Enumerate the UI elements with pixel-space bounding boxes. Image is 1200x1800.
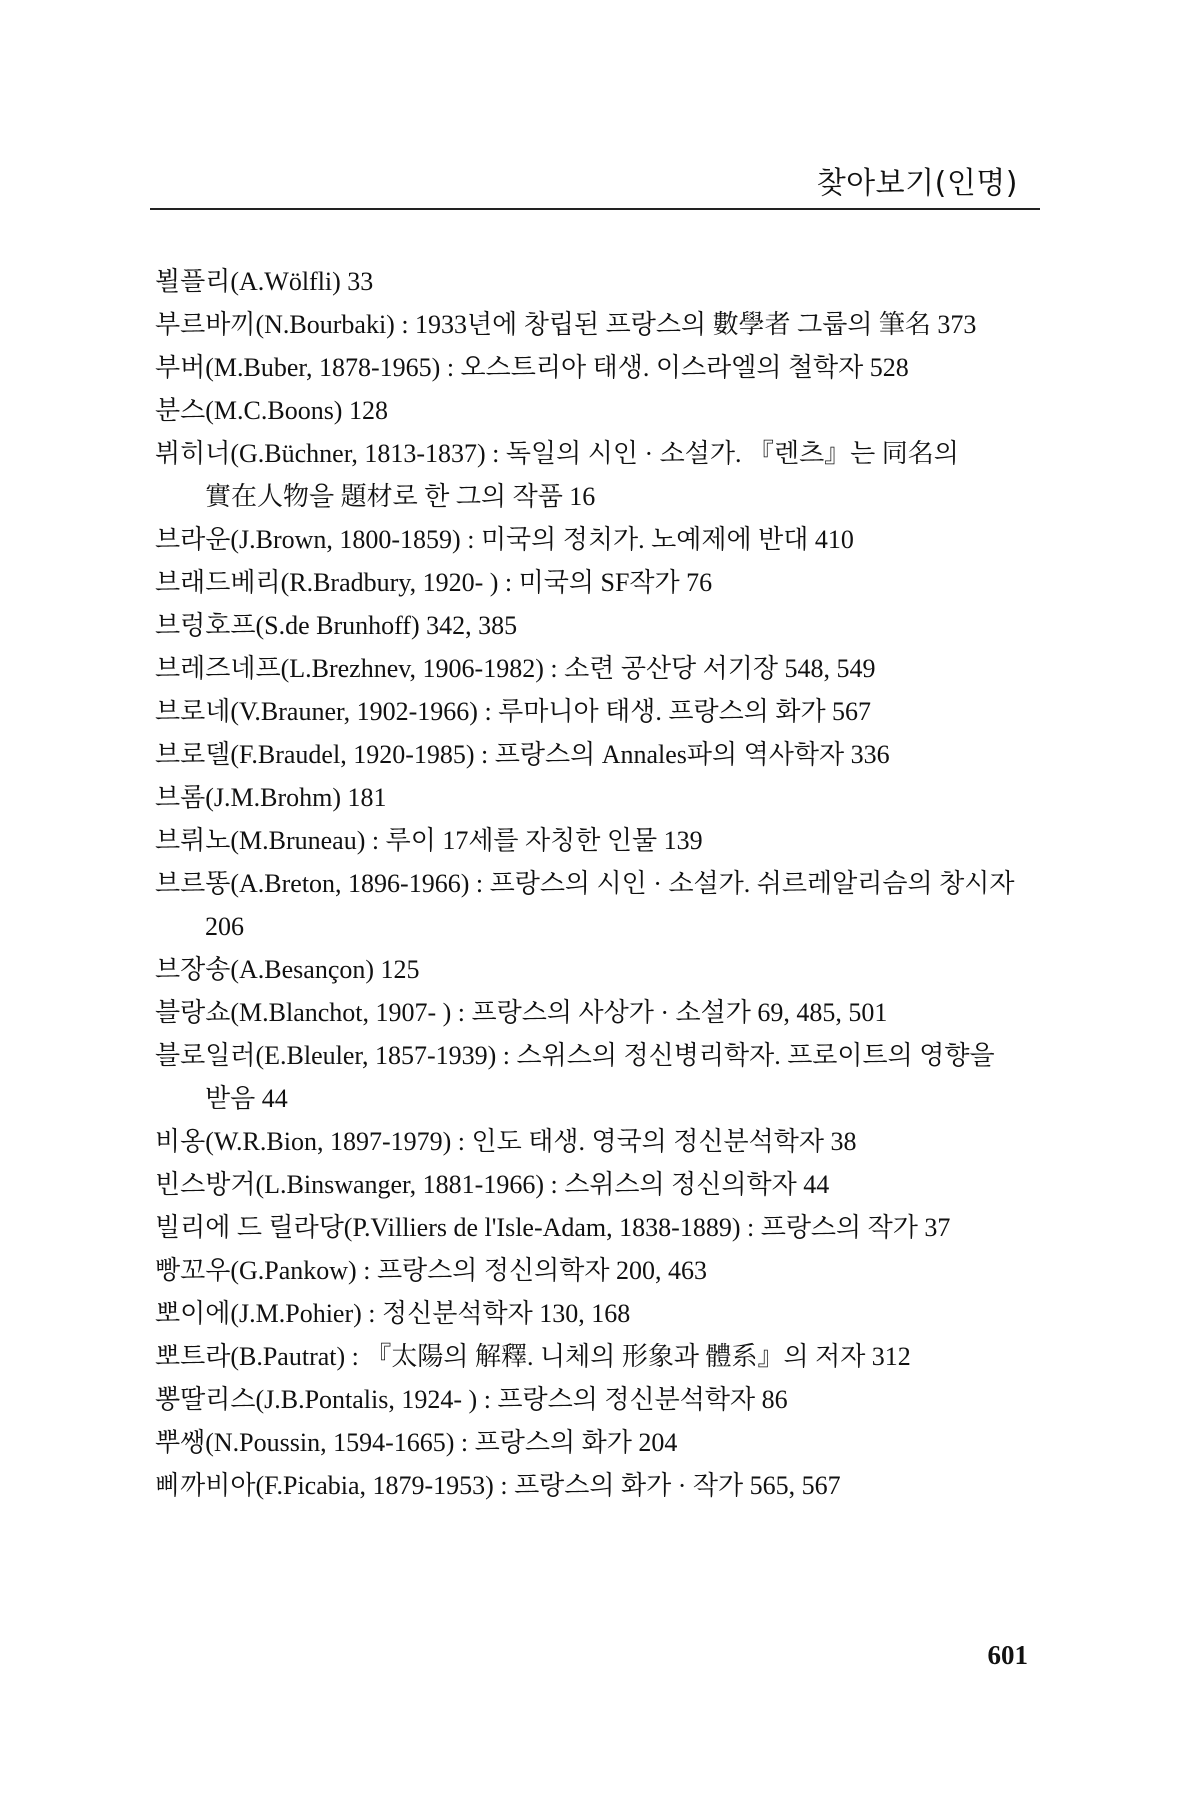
index-entry: 빈스방거(L.Binswanger, 1881-1966) : 스위스의 정신의학자 44 [155, 1170, 830, 1199]
index-entry: 뷔히너(G.Büchner, 1813-1837) : 독일의 시인 · 소설가. 『렌츠』는 同名의 實在人物을 題材로 한 그의 작품 16 [155, 439, 959, 511]
index-entry: 블랑쇼(M.Blanchot, 1907- ) : 프랑스의 사상가 · 소설가 69, 485, 501 [155, 998, 888, 1027]
name-index-list [155, 260, 1050, 1507]
index-entry: 삐까비아(F.Picabia, 1879-1953) : 프랑스의 화가 · 작가 565, 567 [155, 1471, 841, 1500]
index-entry: 브로네(V.Brauner, 1902-1966) : 루마니아 태생. 프랑스의 화가 567 [155, 697, 872, 726]
index-entry: 뽕딸리스(J.B.Pontalis, 1924- ) : 프랑스의 정신분석학자 86 [155, 1385, 788, 1414]
index-entry: 뿌쌩(N.Poussin, 1594-1665) : 프랑스의 화가 204 [155, 1428, 678, 1457]
running-head: 찾아보기(인명) [816, 166, 1018, 201]
page-number: 601 [987, 1640, 1028, 1670]
index-entry: 블로일러(E.Bleuler, 1857-1939) : 스위스의 정신병리학자. 프로이트의 영향을 받음 44 [155, 1041, 995, 1113]
index-entry: 뽀트라(B.Pautrat) : 『太陽의 解釋. 니체의 形象과 體系』의 저자 312 [155, 1342, 911, 1371]
index-entry: 브르똥(A.Breton, 1896-1966) : 프랑스의 시인 · 소설가. 쉬르레알리슴의 창시자 206 [155, 869, 1015, 941]
index-entry: 브로델(F.Braudel, 1920-1985) : 프랑스의 Annales파의 역사학자 336 [155, 740, 890, 769]
header-rule [150, 208, 1040, 210]
index-entry: 브레즈네프(L.Brezhnev, 1906-1982) : 소련 공산당 서기장 548, 549 [155, 654, 876, 683]
index-entry: 브장송(A.Besançon) 125 [155, 955, 420, 984]
index-entry: 빌리에 드 릴라당(P.Villiers de l'Isle-Adam, 1838-1889) : 프랑스의 작가 37 [155, 1213, 951, 1242]
index-entry: 브라운(J.Brown, 1800-1859) : 미국의 정치가. 노예제에 반대 410 [155, 525, 854, 554]
index-entry: 브래드베리(R.Bradbury, 1920- ) : 미국의 SF작가 76 [155, 568, 713, 597]
index-entry: 뵐플리(A.Wölfli) 33 [155, 267, 374, 296]
index-entry: 뽀이에(J.M.Pohier) : 정신분석학자 130, 168 [155, 1299, 631, 1328]
index-entry: 브뤼노(M.Bruneau) : 루이 17세를 자칭한 인물 139 [155, 826, 703, 855]
index-entry: 부버(M.Buber, 1878-1965) : 오스트리아 태생. 이스라엘의 철학자 528 [155, 353, 909, 382]
index-entry: 분스(M.C.Boons) 128 [155, 396, 388, 425]
index-entry: 브롬(J.M.Brohm) 181 [155, 783, 387, 812]
index-entry: 부르바끼(N.Bourbaki) : 1933년에 창립된 프랑스의 數學者 그룹의 筆名 373 [155, 310, 977, 339]
index-entry: 빵꼬우(G.Pankow) : 프랑스의 정신의학자 200, 463 [155, 1256, 707, 1285]
index-entry: 브렁호프(S.de Brunhoff) 342, 385 [155, 611, 518, 640]
index-entry: 비옹(W.R.Bion, 1897-1979) : 인도 태생. 영국의 정신분석학자 38 [155, 1127, 857, 1156]
